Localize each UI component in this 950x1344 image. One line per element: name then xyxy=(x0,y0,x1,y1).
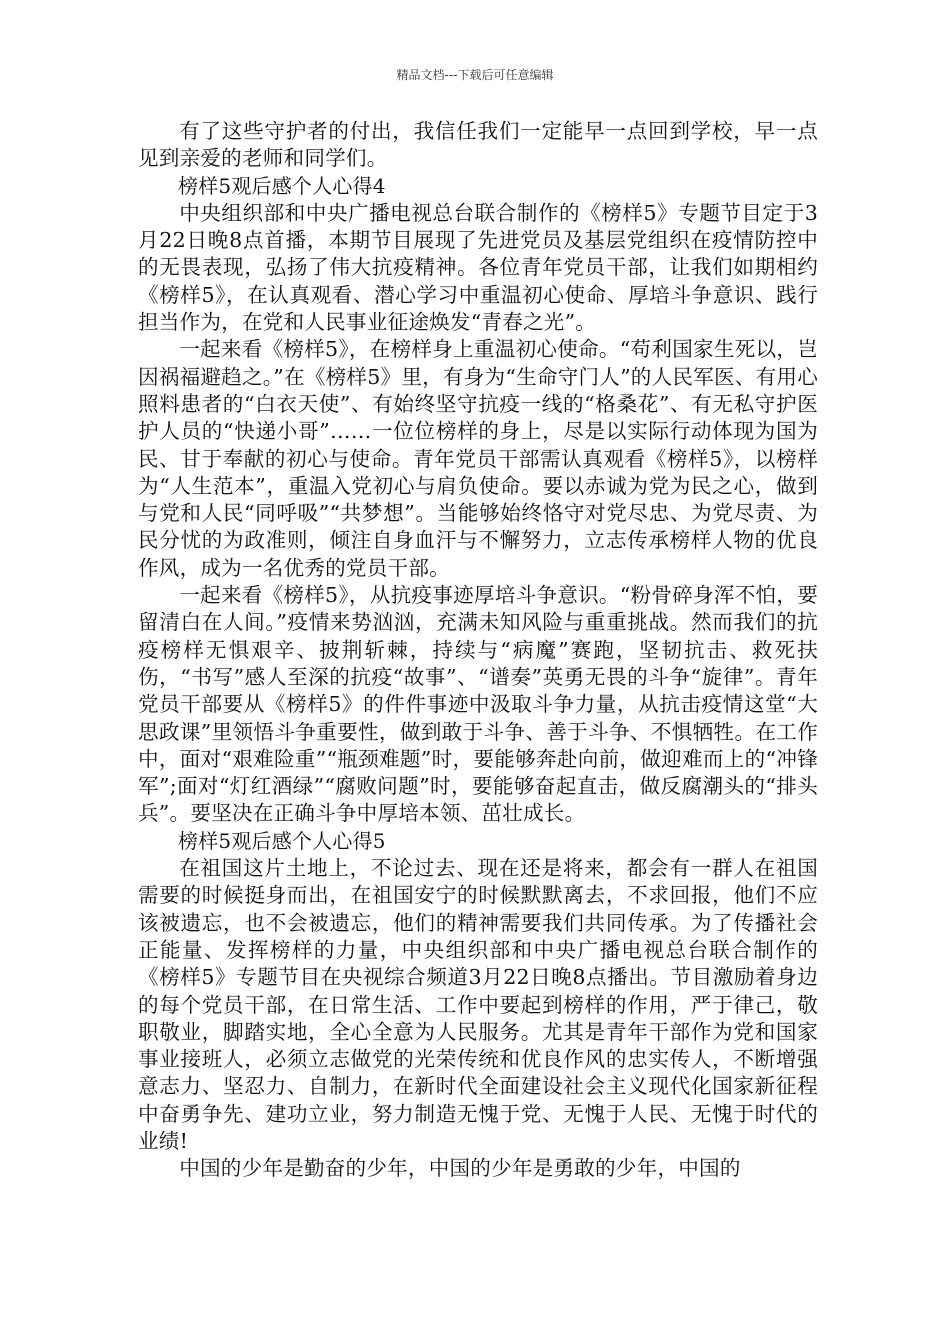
paragraph: 一起来看《榜样5》，在榜样身上重温初心使命。“苟利国家生死以，岂因祸福避趋之。”在《榜样5》里，有身为“生命守门人”的人民军医、有用心照料患者的“白衣天使”、有始终坚守抗疫一线的“格桑花”、有无私守护医护人员的“快递小哥”……一位位榜样的身上，尽是以实际行动体现为国为民、甘于奉献的初心与使命。青年党员干部需认真观看《榜样5》，以榜样为“人生范本”，重温入党初心与肩负使命。要以赤诚为党为民之心，做到与党和人民“同呼吸”“共梦想”。当能够始终恪守对党尽忠、为党尽责、为民分忧的为政准则，倾注自身血汗与不懈努力，立志传承榜样人物的优良作风，成为一名优秀的党员干部。 xyxy=(138,337,818,580)
paragraph: 中央组织部和中央广播电视总台联合制作的《榜样5》专题节目定于3月22日晚8点首播，本期节目展现了先进党员及基层党组织在疫情防控中的无畏表现，弘扬了伟大抗疫精神。各位青年党员干部，让我们如期相约《榜样5》，在认真观看、潜心学习中重温初心使命、厚培斗争意识、践行担当作为，在党和人民事业征途焕发“青春之光”。 xyxy=(138,200,818,335)
paragraph: 有了这些守护者的付出，我信任我们一定能早一点回到学校，早一点见到亲爱的老师和同学们。 xyxy=(138,119,818,171)
paragraph: 一起来看《榜样5》，从抗疫事迹厚培斗争意识。“粉骨碎身浑不怕，要留清白在人间。”疫情来势汹汹，充满未知风险与重重挑战。然而我们的抗疫榜样无惧艰辛、披荆斩棘，持续与“病魔”赛跑，坚韧抗击、救死扶伤，“书写”感人至深的抗疫“故事”、“谱奏”英勇无畏的斗争“旋律”。青年党员干部要从《榜样5》的件件事迹中汲取斗争力量，从抗击疫情这堂“大思政课”里领悟斗争重要性，做到敢于斗争、善于斗争、不惧牺牲。在工作中，面对“艰难险重”“瓶颈难题”时，要能够奔赴向前，做迎难而上的“冲锋军”;面对“灯红酒绿”“腐败问题”时，要能够奋起直击，做反腐潮头的“排头兵”。要坚决在正确斗争中厚培本领、茁壮成长。 xyxy=(138,583,818,826)
section-heading: 榜样5观后感个人心得4 xyxy=(178,173,386,198)
page-header: 精品文档---下载后可任意编辑 xyxy=(396,68,554,82)
paragraph: 中国的少年是勤奋的少年，中国的少年是勇敢的少年，中国的 xyxy=(179,1156,741,1181)
paragraph: 在祖国这片土地上，不论过去、现在还是将来，都会有一群人在祖国需要的时候挺身而出，在祖国安宁的时候默默离去，不求回报，他们不应该被遗忘，也不会被遗忘，他们的精神需要我们共同传承。为了传播社会正能量、发挥榜样的力量，中央组织部和中央广播电视总台联合制作的《榜样5》专题节目在央视综合频道3月22日晚8点播出。节目激励着身边的每个党员干部，在日常生活、工作中要起到榜样的作用，严于律己，敬职敬业，脚踏实地，全心全意为人民服务。尤其是青年干部作为党和国家事业接班人，必须立志做党的光荣传统和优良作风的忠实传人，不断增强意志力、坚忍力、自制力，在新时代全面建设社会主义现代化国家新征程中奋勇争先、建功立业，努力制造无愧于党、无愧于人民、无愧于时代的业绩! xyxy=(138,856,818,1153)
section-heading: 榜样5观后感个人心得5 xyxy=(178,828,386,853)
document-body xyxy=(138,118,818,1183)
